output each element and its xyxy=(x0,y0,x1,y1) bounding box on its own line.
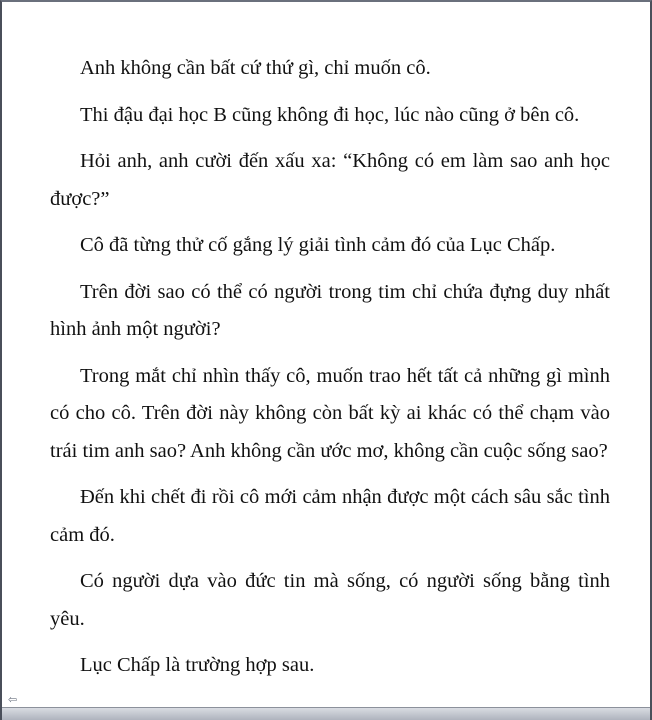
arrow-handle-icon[interactable]: ⇦ xyxy=(8,693,18,706)
text-body xyxy=(50,50,610,694)
document-page xyxy=(10,2,642,710)
paragraph-7: Đến khi chết đi rồi cô mới cảm nhận được một cách sâu sắc tình cảm đó. xyxy=(50,486,610,546)
paragraph-4: Cô đã từng thử cố gắng lý giải tình cảm đó của Lục Chấp. xyxy=(80,234,556,256)
paragraph-6: Trong mắt chỉ nhìn thấy cô, muốn trao hết tất cả những gì mình có cho cô. Trên đời này không còn bất kỳ ai khác có thể chạm vào trái tim anh sao? Anh không cần ước mơ, không cần cuộc sống sao? xyxy=(50,364,610,462)
paragraph-8: Có người dựa vào đức tin mà sống, có người sống bằng tình yêu. xyxy=(50,570,610,630)
paragraph-2: Thi đậu đại học B cũng không đi học, lúc nào cũng ở bên cô. xyxy=(80,103,580,126)
paragraph-3: Hỏi anh, anh cười đến xấu xa: “Không có em làm sao anh học được?” xyxy=(50,150,610,210)
paragraph-9: Lục Chấp là trường hợp sau. xyxy=(80,654,315,676)
paragraph-5: Trên đời sao có thể có người trong tim chỉ chứa đựng duy nhất hình ảnh một người? xyxy=(50,280,610,340)
horizontal-scrollbar[interactable] xyxy=(2,707,650,720)
paragraph-1: Anh không cần bất cứ thứ gì, chỉ muốn cô. xyxy=(80,57,431,79)
